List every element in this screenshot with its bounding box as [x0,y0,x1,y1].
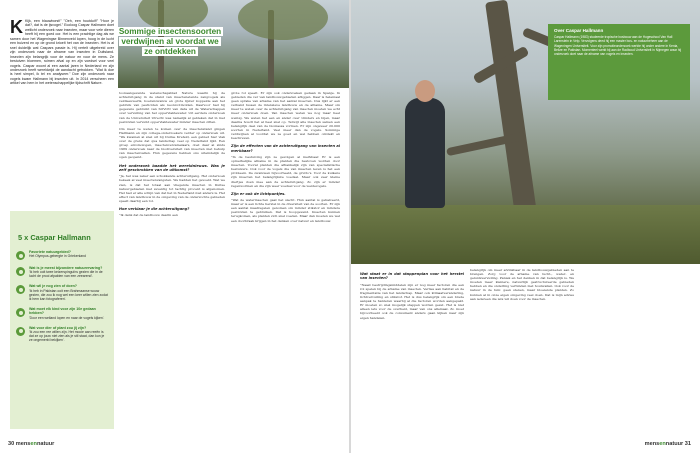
person-figure [405,98,445,208]
subheading: Hoe verklaar je die achteruitgang? [119,206,190,211]
tree-foliage [138,0,208,30]
grass-ground [351,205,700,264]
paragraph: toonaangevende wetenschapsblad Nature waarin hij de achteruitgang in de stand van insectenetende zangvogels als veldleeuwerik, boerenzwaluw en grote lijster koppelde aan het gebruik van pesticiden als neonicotinoïden. Daarvoor had hij gegevens gebruikt van SOVON van data uit de Waterschappen over vervuiling van het oppervlaktewater. Uit eerdere onderzoek van de Universiteit Utrecht was namelijk al gebleken dat in met pesticiden vervuild oppervlaktewater minder insecten zitten. [119,91,225,124]
answer: 'Ik zou een ree willen zijn. Het mooie aan reeën is dat ze op jouw niet zien als je stil staat, dan kun je ze ongemerkt bekijken'. [29,330,105,343]
brand-mens: mens [644,441,660,447]
leaf-icon [16,308,25,317]
paragraph: "In de bestuiving zijn ze gevolgen al merkbaar. Er is een opmerkelijke afname in de planten die bestoven worden door insecten. Vooral planten die afhankelijk zijn van specialistische bestuivers. Ook voor de vogels die van insecten leven is het een probleem. De zwaluwen bijvoorbeeld, de grutto's. Voor de kuikens zijn insecten het belangrijkste voedsel. Maar ook zeer kleine diertjes doen mee aan de achteruitgang. Zo zijn er minder regenwormen en die zijn weer voedsel voor de weidevogels. [231,154,340,188]
question: Wat wil je nog zien of doen? [29,284,77,289]
page-gutter [349,0,351,453]
question: Wat is je meest bijzondere natuurervaring? [29,266,103,270]
column-3 [231,91,340,443]
brand-en: en [30,441,37,447]
brand-natuur: natuur [665,441,684,447]
box-title: 5 x Caspar Hallmann [18,233,91,242]
five-questions-box [10,211,114,429]
answer: 'Ik heb in Pakistan ooit een Brahmaanse wouw gezien, die zou ik nog wel een keer willen zien zodat ik hem kan fotograferen'. [29,288,108,301]
leaf-icon [16,267,25,276]
paragraph: belangrijk om meer afvinkbaar in de landbouwgebieden aan te brengen. Zorg voor de afname van lucht-, water- en geluidsvervuiling. Paniek en het denken in dat belangrijk is. We moeten meer kleinere, natuurlijk gestructureerde gebieden hebben en die onderling verbinden met houtwallen. Ook voor de natuur in de tuin: geen stenen, maar bloeiende planten. Zo kunnen al in onze eigen omgeving veel doen. Dat is mijn advies aan iedereen die iets wil doen voor de insecten. [470,268,574,301]
brand-mens: mens [15,441,31,447]
intro-paragraph [10,19,114,211]
subheading: Zijn er ook de lichtpuntjes. [231,191,286,196]
column-2 [119,91,225,443]
leaf-icon [16,285,25,294]
footer-left [8,441,54,447]
paragraph: "Ik denk dat de landbouw daarin een [119,213,178,218]
qa-item [16,284,108,301]
paragraph: grote rol speelt. Er zijn ook onderzoeken gedaan in Spanje. In gebieden die ver van landbouwgebieden afliggen. Daar is helemaal geen sprake van afname van het aantal insecten. Dus lijkt er een verband tussen de intensieve landbouw en de afname. Maar om meer te weten over de achteruitgang van insecten moeten we echt meer onderzoek doen. Van insecten weten we nog maar heel weinig. We weten het een en ander over vlinders en bijen, maar daarna houdt het al heel snel op. Terwijl alle insecten samen een belangrijk deel van de biomassa vormen. Er zijn ongeveer 20.000 soorten in Nederland. Veel meer dan de vogels. Sommige verdwijnen al voordat we ze goed en wel hebben ontdekt en beschreven. [231,91,340,141]
brand-en: en [659,441,666,447]
subheading: Zijn de effecten van de achteruitgang van insecten al merkbaar? [231,144,340,153]
pull-quote: Sommige insectensoorten verdwijnen al voordat we ze ontdekken [118,27,222,57]
qa-item [16,307,108,320]
brand-natuur: natuur [36,441,55,447]
answer: Het Olympus-gebergte in Griekenland [29,254,86,259]
right-column-2 [470,268,574,433]
intro-text: Kijk, een blauwborst!" "Oeh, een houtduif!" "Hoor je dat?, dat is de ijsvogel." Ecoloog Caspar Hallmann doet wellicht onderzoek naar insecten, maar voor vele dieren heeft hij een goed oor. Het is een prachtige dag als we samen door het Wageningse Binnenveld lopen, hoog in de lucht een buizerd en op de grond krioelt het van de insecten. Het is al snel duidelijk wat Caspars passie is. Hij vertelt uitgebreid over zijn onderzoek naar de afname van insecten in Duitsland. Insecten zijn belangrijk voor de natuur en voor de mens. Ze bestuiven bloemen, ruimen afval op en zijn voedsel voor veel vogels. Caspar woont al een aantal jaren in Nederland en zijn onderzoek heeft wereldwijd de aandacht getrokken. "Wat ik doe is heel simpel, ik tel en analyseer." Doe zijn onderzoek naar vogels kwam Hallmann bij insecten uit. In 2014 verscheen een artikel van hem in het wetenschappelijke tijdschrift Nature. [10,19,114,86]
qa-item [16,266,108,278]
subheading: Het onderzoek baadde het wereldnieuws. Was je zelf geschrokken van de uitkomst? [119,163,225,172]
footer-right [645,441,691,447]
bio-box [548,24,690,100]
question: Favoriete natuurgebied? [29,250,71,254]
paragraph: "Naast bestrijdingsmiddelen zijn er nog meer factoren die een rol spelen bij de afname van insecten. Verlies aan habitat en de fragmentatie van het landschap. Maar ook klimaatverandering, lichtvervuiling en stikstof. Het is dus belangrijk om een brede aanpak te hanteren waarbij al die factoren worden aangepakt. Er moeten zo snel mogelijk stappen worden gezet. Het is niet alleen iets voor de overheid, maar van ons allemaal. Zo moet bijvoorbeeld ook de consument anders gaan kijken naar zijn eigen handelen. [360,282,464,320]
paragraph: "Ja, het was zeker een schokkende achteruitgang. Het onderzoek bekeek al veel insectenvangsten. We hadden het gevoeld. Wat we zien, is dat het totaal aan vliegende insecten in Duitse natuurgebieden met zeventig tot tachtig procent is afgenomen. Het had er alle schijn van dat het in Nederland niet anders is. Het effect van landbouw in de omgeving van de onderzochte gebieden speelt daarbij een rol. [119,174,225,203]
bio-text: Caspar Hallmann (1983) studeerde tropische bosbouw aan de Hogeschool Van Hall Larenstein in Velp. Vervolgens deed hij een master bos- en natuurbeheer aan de Wageningen Universiteit. Voor zijn promotieonderzoek werkte hij onder andere in Kenia, Belize en Pakistan. Momenteel werkt hij aan de Radboud Universiteit in Nijmegen waar hij onderzoek doet naar de afname van vogels en insecten. [554,35,682,56]
dropcap: K [10,19,23,37]
question: Wat moet elk kind voor zijn 10e gedaan hebben? [29,307,96,316]
leaf-icon [16,327,25,336]
paragraph: "Wat de waterinsecten gaat het slecht. Hun aantal is gehalveerd, maar er is een lichte herstel in de diversiteit van de soorten. Er zijn een aantal maatregelen genomen om minder stikstof en mindere pesticiden te gebruiken. Dat is hoopgevend. Insecten kunnen terugkomen, als planten zich snel voeden. Maar dan moeten we wel een doorbraak krijgen in het denken over natuur en landbouw. [231,198,340,223]
page-number: 30 [8,441,15,447]
tree-foliage [238,0,328,40]
qa-item [16,250,108,260]
answer: 'Door een weiland lopen en naar de vogels kijken'. [29,315,105,320]
leaf-icon [16,251,25,260]
bio-title: Over Caspar Hallmann [554,28,604,33]
question: Wat voor dier of plant zou jij zijn? [29,325,87,330]
page-number: 31 [684,441,691,447]
qa-item [16,326,108,343]
answer: 'Ik heb ooit twee keizerspinguïns gezien die in de lucht de prooi afpakten van een zeearend'. [29,270,103,279]
subheading: Wat staat er in dat stappenplan voor het herstel van insecten? [360,272,464,281]
right-column-1 [360,268,464,433]
person-head [415,80,435,102]
paragraph: Om meer te weten te komen over de insectenstand gingen Hallmann en zijn collega-onderzoekers verder op onderzoek uit. "We kwamen al snel uit bij Duitse Krefeld, een gebied hier vlak over de grens dat qua landschap veel op Nederland lijkt. Een groep entomologen, insectenverzamelaars, doet daar al sinds 1989 onderzoek naar de biodiversiteit van insecten met behulp van insectenvallen. Hun gegevens hebben ons uiteindelijk de ogen geopend. [119,126,225,160]
